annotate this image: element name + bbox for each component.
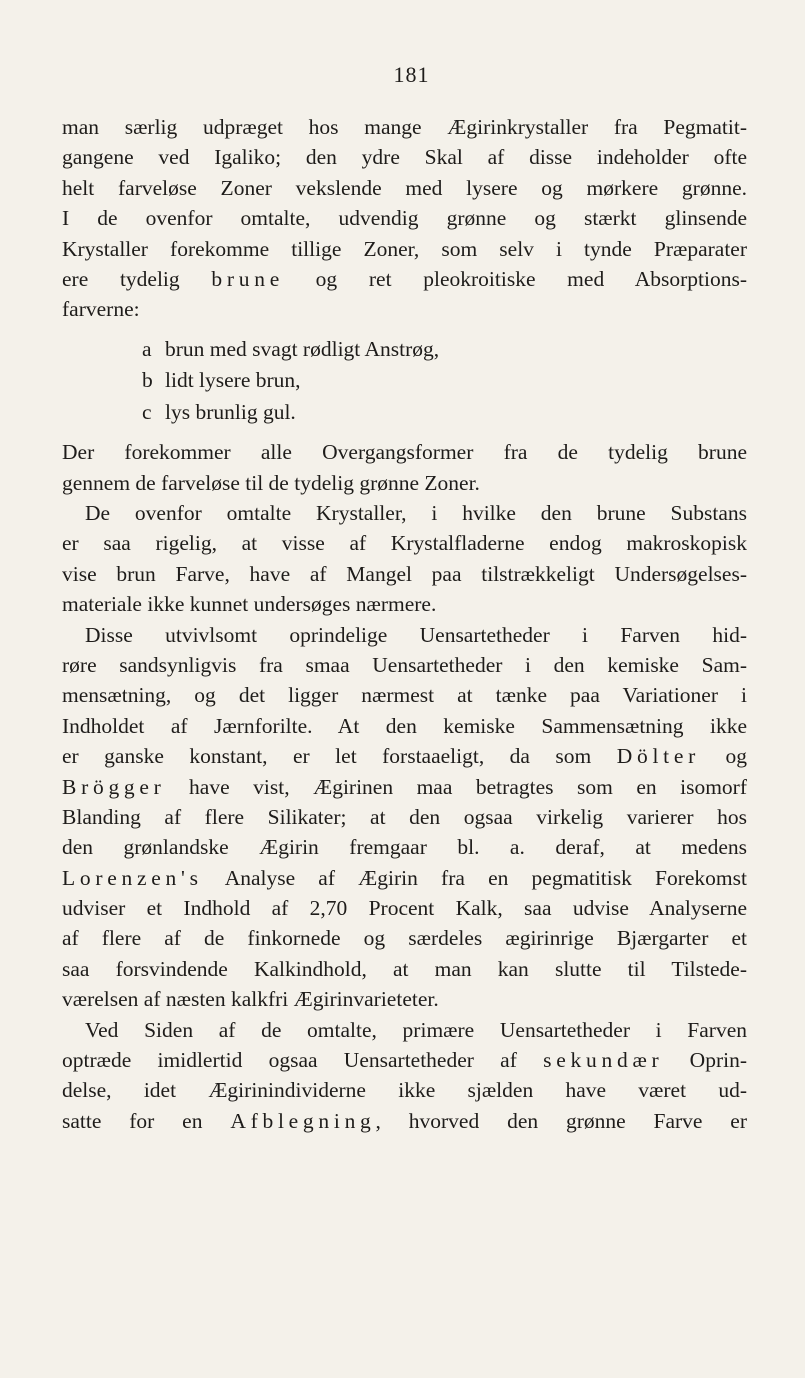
absorption-list — [62, 334, 747, 429]
spaced-emphasis: brune — [211, 266, 284, 291]
text-segment: Analyse af Ægirin fra en pegmatitisk Forekomst — [202, 865, 747, 890]
text-line: vise brun Farve, have af Mangel paa tilstrækkeligt Undersøgelses- — [62, 561, 747, 586]
text-segment: er ganske konstant, er let forstaaeligt, da som — [62, 744, 617, 769]
paragraph-5 — [62, 1015, 747, 1137]
text-line: man særlig udpræget hos mange Ægirinkrystaller fra Pegmatit- — [62, 115, 747, 139]
paragraph-1 — [62, 112, 747, 325]
body-text — [62, 112, 747, 1136]
text-segment: satte for en — [62, 1108, 231, 1133]
spaced-emphasis: sekundær — [543, 1048, 664, 1073]
text-line: Ved Siden af de omtalte, primære Uensartetheder i Farven — [85, 1017, 747, 1042]
text-line — [62, 1045, 747, 1075]
text-line — [62, 863, 747, 893]
text-segment: Oprin- — [663, 1048, 747, 1073]
text-line — [62, 741, 747, 771]
text-line: Krystaller forekomme tillige Zoner, som selv i tynde Præparater — [62, 236, 747, 261]
text-line — [62, 264, 747, 294]
text-line: helt farveløse Zoner vekslende med lysere og mørkere grønne. — [62, 175, 747, 200]
text-line: I de ovenfor omtalte, udvendig grønne og stærkt glinsende — [62, 206, 747, 231]
text-segment: og ret pleokroitiske med Absorptions- — [283, 266, 747, 291]
text-line: udviser et Indhold af 2,70 Procent Kalk, saa udvise Analyserne — [62, 896, 747, 921]
spaced-emphasis: Dölter — [616, 744, 701, 769]
text-line: røre sandsynligvis fra smaa Uensartetheder i den kemiske Sam- — [62, 652, 747, 677]
text-line: delse, idet Ægirinindividerne ikke sjælden have været ud- — [62, 1078, 747, 1103]
paragraph-4 — [62, 620, 747, 1015]
list-key: b — [142, 368, 153, 393]
text-line: farverne: — [62, 297, 140, 322]
list-key: c — [142, 399, 152, 424]
text-line — [62, 772, 747, 802]
text-line: Der forekommer alle Overgangsformer fra de tydelig brune — [62, 440, 747, 465]
text-segment: ere tydelig — [62, 266, 212, 291]
list-item — [62, 365, 747, 397]
page-number: 181 — [393, 62, 430, 87]
list-text: lidt lysere brun, — [165, 368, 301, 393]
text-line: gennem de farveløse til de tydelig grønne Zoner. — [62, 470, 480, 495]
text-line: er saa rigelig, at visse af Krystalfladerne endog makroskopisk — [62, 531, 747, 556]
text-segment: og — [700, 744, 747, 769]
text-line: den grønlandske Ægirin fremgaar bl. a. deraf, at medens — [62, 835, 747, 860]
text-line: Blanding af flere Silikater; at den ogsaa virkelig varierer hos — [62, 804, 747, 829]
text-line: af flere af de finkornede og særdeles ægirinrige Bjærgarter et — [62, 926, 747, 951]
text-line — [62, 1106, 747, 1136]
list-text: lys brunlig gul. — [165, 399, 296, 424]
text-line: De ovenfor omtalte Krystaller, i hvilke den brune Substans — [85, 501, 747, 526]
text-segment: , hvorved den grønne Farve er — [375, 1108, 747, 1133]
spaced-emphasis: Afblegning — [230, 1108, 376, 1133]
text-line: mensætning, og det ligger nærmest at tænke paa Variationer i — [62, 683, 747, 708]
paragraph-2 — [62, 437, 747, 498]
text-segment: have vist, Ægirinen maa betragtes som en isomorf — [165, 774, 747, 799]
spaced-emphasis: Brögger — [62, 774, 166, 799]
text-line: værelsen af næsten kalkfri Ægirinvarieteter. — [62, 987, 439, 1012]
text-line: Disse utvivlsomt oprindelige Uensartetheder i Farven hid- — [85, 622, 747, 647]
paragraph-3 — [62, 498, 747, 620]
spaced-emphasis: Lorenzen's — [62, 865, 203, 890]
text-segment: optræde imidlertid ogsaa Uensartetheder af — [62, 1048, 544, 1073]
list-key: a — [142, 336, 152, 361]
text-line: saa forsvindende Kalkindhold, at man kan slutte til Tilstede- — [62, 956, 747, 981]
text-line: materiale ikke kunnet undersøges nærmere. — [62, 592, 437, 617]
text-line: Indholdet af Jærnforilte. At den kemiske Sammensætning ikke — [62, 713, 747, 738]
text-line: gangene ved Igaliko; den ydre Skal af disse indeholder ofte — [62, 145, 747, 170]
list-item — [62, 397, 747, 429]
list-item — [62, 334, 747, 366]
list-text: brun med svagt rødligt Anstrøg, — [165, 336, 440, 361]
